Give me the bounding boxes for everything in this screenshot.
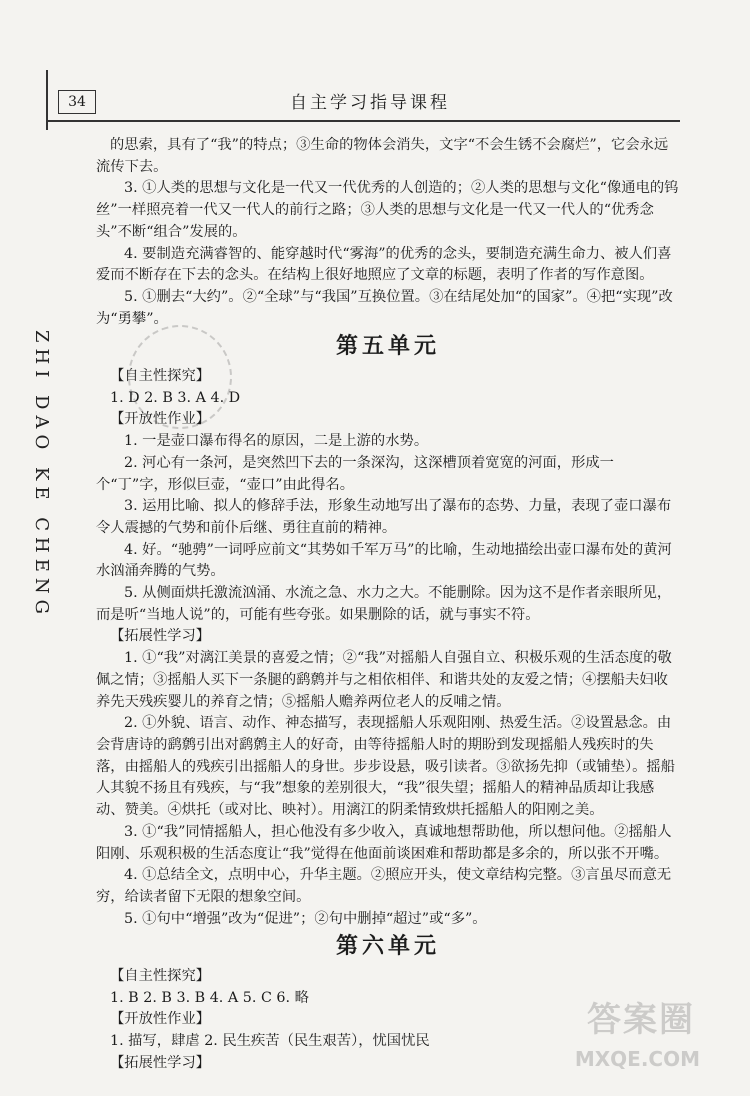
text-line: 3. ①人类的思想与文化是一代又一代优秀的人创造的；②人类的思想与文化“像通电的钨丝”一样照亮着一代又一代人的前行之路；③人类的思想与文化是一代又一代人的“优秀念头”不断“组合”发展的。 [96, 180, 679, 240]
text-line: 5. 从侧面烘托激流汹涌、水流之急、水力之大。不能删除。因为这不是作者亲眼所见，而是听“当地人说”的，可能有些夸张。如果删除的话，就与事实不符。 [96, 585, 672, 623]
page-content [96, 135, 680, 1075]
text-line: 2. ①外貌、语言、动作、神态描写，表现摇船人乐观阳刚、热爱生活。②设置悬念。由会背唐诗的鹞鹩引出对鹞鹩主人的好奇，由等待摇船人时的期盼到发现摇船人残疾时的失落，由摇船人的残疾引出摇船人的身世。步步设悬，吸引读者。③欲扬先抑（或铺垫）。摇船人其貌不扬且有残疾，与“我”想象的差别很大，“我”很失望；摇船人的精神品质却让我感动、赞美。④烘托（或对比、映衬）。用漓江的阴柔情致烘托摇船人的阳刚之美。 [96, 715, 676, 819]
text-line: 2. 河心有一条河，是突然凹下去的一条深沟，这深槽顶着宽宽的河面，形成一个“丁”字，形似巨壶，“壶口”由此得名。 [96, 454, 614, 493]
text-line: 的思索，具有了“我”的特点；③生命的物体会消失，文字“不会生锈不会腐烂”，它会永远流传下去。 [96, 137, 669, 175]
text-line: 1. 描写，肆虐 2. 民生疾苦（民生艰苦），忧国忧民 [110, 1033, 430, 1050]
text-line: 3. 运用比喻、拟人的修辞手法，形象生动地写出了瀑布的态势、力量，表现了壶口瀑布令人震撼的气势和前仆后继、勇往直前的精神。 [96, 498, 672, 536]
text-line: 3. ①“我”同情摇船人，担心他没有多少收入，真诚地想帮助他，所以想问他。②摇船人阳刚、乐观积极的生活态度让“我”觉得在他面前谈困难和帮助都是多余的，所以张不开嘴。 [96, 823, 672, 862]
running-header-title: 自主学习指导课程 [290, 93, 450, 113]
section-label: 【拓展性学习】 [110, 1054, 211, 1071]
text-line: 4. ①总结全文，点明中心，升华主题。②照应开头，使文章结构完整。③言虽尽而意无穷，给读者留下无限的想象空间。 [96, 867, 672, 905]
unit6-heading: 第六单元 [335, 934, 440, 960]
header-rule [46, 120, 680, 122]
text-line: 1. ①“我”对漓江美景的喜爱之情；②“我”对摇船人自强自立、积极乐观的生活态度的敬佩之情；③摇船人买下一条腿的鹞鹩并与之相依相伴、和谐共处的友爱之情；④摆船夫妇收养先天残疾婴儿的养育之情；⑤摇船人赡养两位老人的反哺之情。 [96, 650, 672, 710]
text-line: 4. 要制造充满睿智的、能穿越时代“雾海”的优秀的念头，要制造充满生命力、被人们喜爱而不断存在下去的念头。在结构上很好地照应了文章的标题，表明了作者的写作意图。 [96, 245, 672, 284]
text-line: 5. ①删去“大约”。②“全球”与“我国”互换位置。③在结尾处加“的国家”。④把“实现”改为“勇攀”。 [96, 288, 673, 327]
watermark-url: MXQE.COM [574, 1047, 700, 1071]
section-label: 【开放性作业】 [110, 411, 211, 428]
text-line: 1. D 2. B 3. A 4. D [110, 389, 241, 406]
section-label: 【开放性作业】 [110, 1011, 211, 1028]
text-line: 1. 一是壶口瀑布得名的原因，二是上游的水势。 [124, 433, 429, 450]
side-vertical-text: ZHI DAO KE CHENG [31, 330, 52, 620]
section-label: 【自主性探究】 [110, 368, 211, 385]
watermark-logo: 答案圈 [587, 1000, 695, 1040]
section-label: 【拓展性学习】 [110, 628, 211, 645]
section-label: 【自主性探究】 [110, 968, 211, 985]
unit5-heading: 第五单元 [335, 334, 440, 360]
text-line: 4. 好。“驰骋”一词呼应前文“其势如千军万马”的比喻，生动地描绘出壶口瀑布处的黄河水汹涌奔腾的气势。 [96, 541, 672, 580]
page-number: 34 [58, 90, 96, 114]
text-line: 5. ①句中“增强”改为“促进”；②句中删掉“超过”或“多”。 [124, 910, 487, 927]
text-line: 1. B 2. B 3. B 4. A 5. C 6. 略 [110, 989, 309, 1006]
